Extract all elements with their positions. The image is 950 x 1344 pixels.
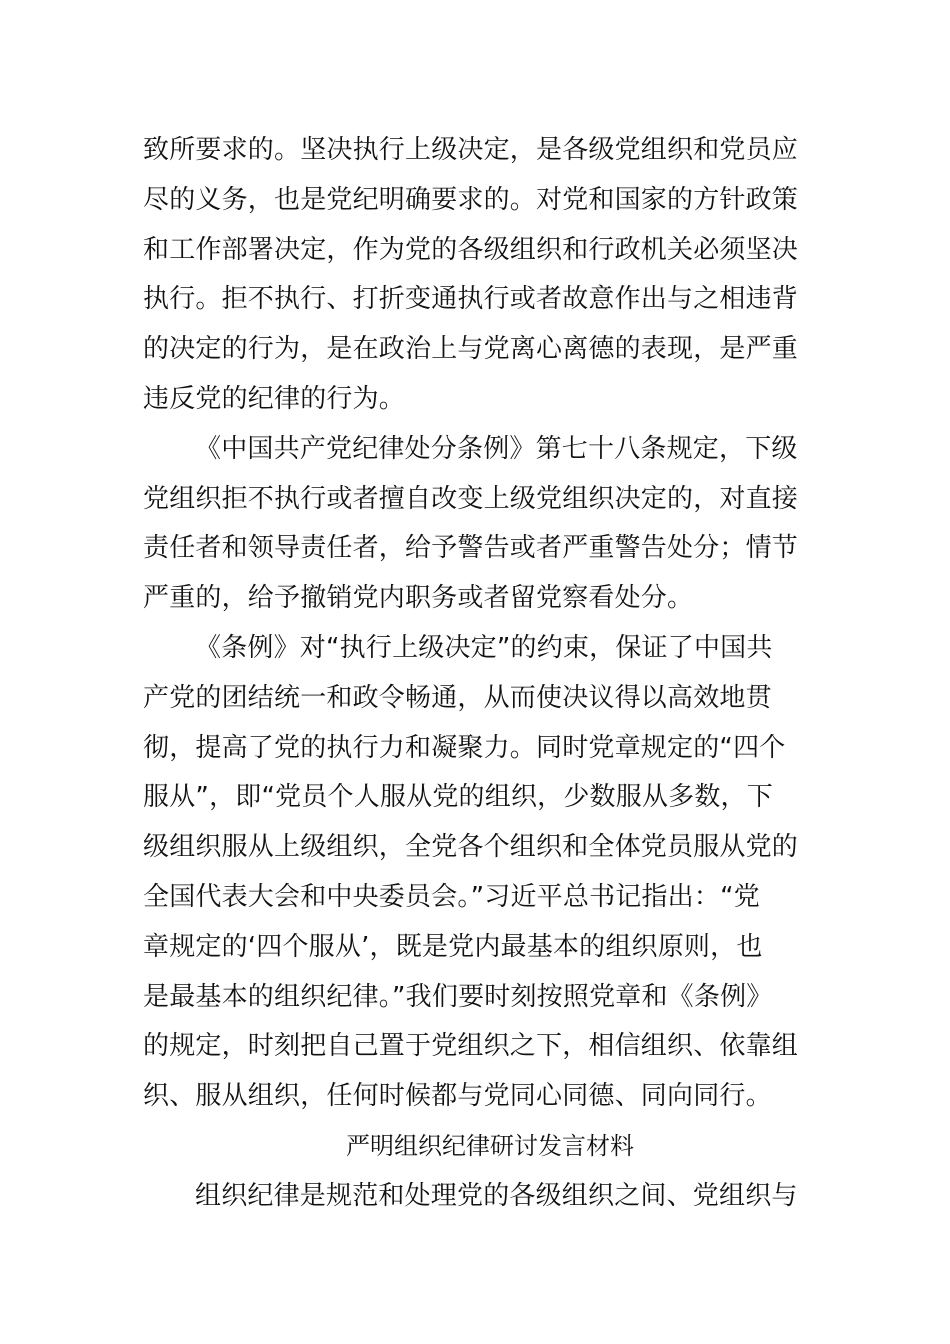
text-line: 章规定的‘四个服从’，既是党内最基本的组织原则，也 bbox=[143, 931, 763, 962]
text-line: 责任者和领导责任者，给予警告或者严重警告处分；情节 bbox=[143, 533, 799, 564]
text-line: 和工作部署决定，作为党的各级组织和行政机关必须坚决 bbox=[143, 234, 799, 265]
text-line: 服从”，即“党员个人服从党的组织，少数服从多数，下 bbox=[143, 782, 773, 813]
text-line: 产党的团结统一和政令畅通，从而使决议得以高效地贯 bbox=[143, 682, 772, 713]
text-line: 全国代表大会和中央委员会。”习近平总书记指出：“党 bbox=[143, 881, 760, 912]
text-line: 级组织服从上级组织，全党各个组织和全体党员服从党的 bbox=[143, 832, 799, 863]
text-line: 致所要求的。坚决执行上级决定，是各级党组织和党员应 bbox=[143, 135, 799, 165]
paragraph-2 bbox=[143, 425, 807, 624]
text-line: 党组织拒不执行或者擅自改变上级党组织决定的，对直接 bbox=[143, 483, 799, 514]
paragraph-1 bbox=[143, 126, 807, 425]
section-subtitle: 严明组织纪律研讨发言材料 bbox=[346, 1131, 634, 1160]
text-line: 彻，提高了党的执行力和凝聚力。同时党章规定的“四个 bbox=[143, 732, 786, 763]
text-line: 《条例》对“执行上级决定”的约束，保证了中国共 bbox=[195, 632, 773, 663]
text-line: 执行。拒不执行、打折变通执行或者故意作出与之相违背 bbox=[143, 284, 799, 315]
text-line: 严重的，给予撤销党内职务或者留党察看处分。 bbox=[143, 583, 694, 614]
document-body bbox=[143, 126, 807, 1222]
text-line: 织、服从组织，任何时候都与党同心同德、同向同行。 bbox=[143, 1081, 772, 1112]
text-line: 尽的义务，也是党纪明确要求的。对党和国家的方针政策 bbox=[143, 184, 799, 215]
text-line: 违反党的纪律的行为。 bbox=[143, 383, 406, 414]
text-line: 组织纪律是规范和处理党的各级组织之间、党组织与 bbox=[195, 1180, 798, 1211]
text-line: 的决定的行为，是在政治上与党离心离德的表现，是严重 bbox=[143, 334, 799, 365]
paragraph-4 bbox=[143, 1172, 807, 1222]
paragraph-3 bbox=[143, 624, 807, 1122]
text-line: 是最基本的组织纪律。”我们要时刻按照党章和《条例》 bbox=[143, 981, 773, 1012]
text-line: 《中国共产党纪律处分条例》第七十八条规定，下级 bbox=[195, 433, 798, 464]
text-line: 的规定，时刻把自己置于党组织之下，相信组织、依靠组 bbox=[143, 1031, 799, 1062]
